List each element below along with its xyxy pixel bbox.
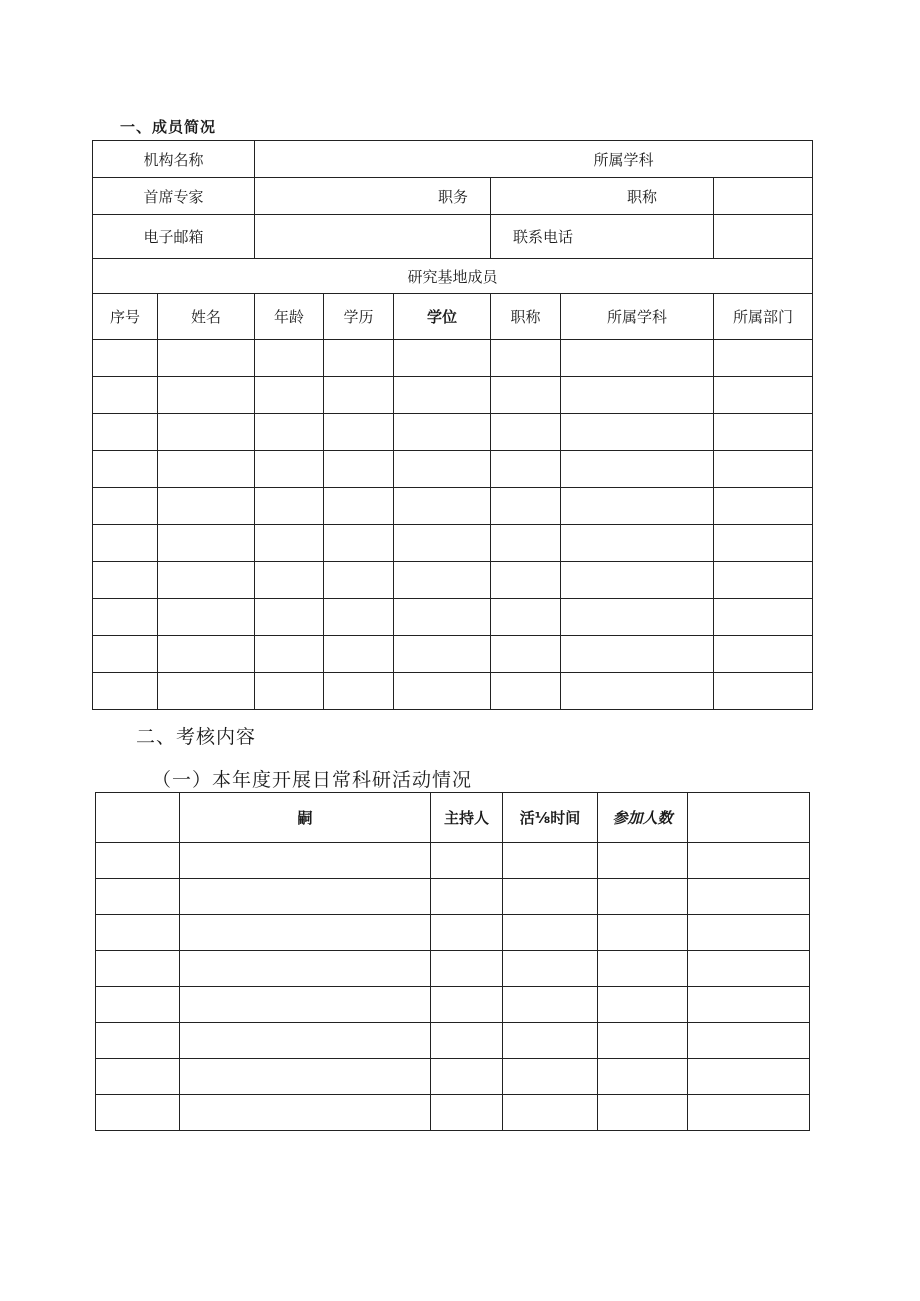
- table-cell[interactable]: [93, 599, 158, 636]
- col-education: 学历: [324, 294, 394, 340]
- table-cell[interactable]: [714, 673, 813, 710]
- table-row: [96, 1023, 810, 1059]
- table-cell[interactable]: [561, 488, 714, 525]
- table-cell[interactable]: [180, 951, 431, 987]
- table-cell[interactable]: [96, 951, 180, 987]
- table-cell[interactable]: [714, 488, 813, 525]
- col-blank-left: [96, 793, 180, 843]
- table-cell[interactable]: [158, 414, 255, 451]
- table-cell[interactable]: [714, 525, 813, 562]
- table-row: [96, 951, 810, 987]
- table-cell[interactable]: [598, 915, 688, 951]
- table-cell[interactable]: [503, 1059, 598, 1095]
- table-cell[interactable]: [561, 636, 714, 673]
- table-cell[interactable]: [503, 843, 598, 879]
- table-cell[interactable]: [561, 377, 714, 414]
- chief-expert-label: 首席专家: [93, 178, 255, 215]
- table-cell[interactable]: [598, 1059, 688, 1095]
- table-cell[interactable]: [491, 414, 561, 451]
- table-cell[interactable]: [394, 488, 491, 525]
- table-cell[interactable]: [158, 340, 255, 377]
- table-cell[interactable]: [688, 1059, 810, 1095]
- table-cell[interactable]: [491, 451, 561, 488]
- table-cell[interactable]: [394, 340, 491, 377]
- table-cell[interactable]: [324, 525, 394, 562]
- col-blank-right: [688, 793, 810, 843]
- table-cell[interactable]: [688, 951, 810, 987]
- table-cell[interactable]: [491, 599, 561, 636]
- table-row: [96, 1059, 810, 1095]
- table-cell[interactable]: [93, 525, 158, 562]
- table-cell[interactable]: [598, 879, 688, 915]
- table-cell[interactable]: [491, 562, 561, 599]
- member-rows: [93, 340, 813, 710]
- table-row: [93, 451, 813, 488]
- table-cell[interactable]: [503, 1023, 598, 1059]
- table-cell[interactable]: [491, 340, 561, 377]
- table-cell[interactable]: [93, 377, 158, 414]
- table-cell[interactable]: [255, 562, 324, 599]
- table-cell[interactable]: [431, 879, 503, 915]
- table-cell[interactable]: [394, 673, 491, 710]
- org-name-value-cell[interactable]: [255, 141, 813, 178]
- table-cell[interactable]: [394, 599, 491, 636]
- table-cell[interactable]: [431, 843, 503, 879]
- table-cell[interactable]: [491, 525, 561, 562]
- table-cell[interactable]: [394, 525, 491, 562]
- table-cell[interactable]: [688, 843, 810, 879]
- table-cell[interactable]: [158, 377, 255, 414]
- table-cell[interactable]: [158, 451, 255, 488]
- table-row: [93, 599, 813, 636]
- table-cell[interactable]: [688, 1095, 810, 1131]
- table-cell[interactable]: [561, 525, 714, 562]
- table-cell[interactable]: [255, 451, 324, 488]
- members-header: 研究基地成员: [93, 259, 813, 294]
- table-cell[interactable]: [180, 1095, 431, 1131]
- table-cell[interactable]: [158, 562, 255, 599]
- section2-subtitle: （一）本年度开展日常科研活动情况: [152, 769, 473, 791]
- table-cell[interactable]: [93, 414, 158, 451]
- section1-title: 一、成员简况: [120, 118, 217, 136]
- table-cell[interactable]: [394, 636, 491, 673]
- table-cell[interactable]: [431, 1095, 503, 1131]
- col-department: 所属部门: [714, 294, 813, 340]
- org-name-label: 机构名称: [93, 141, 255, 178]
- table-cell[interactable]: [714, 414, 813, 451]
- col-activity-time: 活⅛时间: [503, 793, 598, 843]
- table-cell[interactable]: [180, 843, 431, 879]
- table-cell[interactable]: [255, 488, 324, 525]
- section2-title: 二、考核内容: [136, 726, 257, 748]
- col-index: 序号: [93, 294, 158, 340]
- table-row: [96, 843, 810, 879]
- col-name: 姓名: [158, 294, 255, 340]
- table-row: [96, 1095, 810, 1131]
- table-cell[interactable]: [96, 915, 180, 951]
- table-cell[interactable]: [503, 987, 598, 1023]
- table-cell[interactable]: [255, 525, 324, 562]
- table-cell[interactable]: [561, 673, 714, 710]
- phone-value-cell[interactable]: [714, 215, 813, 259]
- col-host: 主持人: [431, 793, 503, 843]
- table-cell[interactable]: [561, 599, 714, 636]
- table-cell[interactable]: [324, 636, 394, 673]
- table-cell[interactable]: [96, 987, 180, 1023]
- table-cell[interactable]: [431, 1059, 503, 1095]
- col-degree: 学位: [394, 294, 491, 340]
- position-label: 职务: [438, 187, 469, 206]
- position-value-cell[interactable]: [491, 178, 714, 215]
- table-cell[interactable]: [491, 673, 561, 710]
- table-row: [93, 488, 813, 525]
- table-cell[interactable]: [324, 673, 394, 710]
- table-cell[interactable]: [324, 488, 394, 525]
- table-cell[interactable]: [324, 562, 394, 599]
- table-cell[interactable]: [96, 1059, 180, 1095]
- table-cell[interactable]: [491, 488, 561, 525]
- table-cell[interactable]: [158, 636, 255, 673]
- table-cell[interactable]: [394, 377, 491, 414]
- table-cell[interactable]: [714, 636, 813, 673]
- table-cell[interactable]: [93, 562, 158, 599]
- table-cell[interactable]: [93, 340, 158, 377]
- table-cell[interactable]: [491, 377, 561, 414]
- table-cell[interactable]: [598, 843, 688, 879]
- member-columns-row: [93, 294, 813, 340]
- table-cell[interactable]: [431, 951, 503, 987]
- table-row: [96, 987, 810, 1023]
- table-cell[interactable]: [561, 562, 714, 599]
- table-cell[interactable]: [324, 451, 394, 488]
- table-row: [93, 636, 813, 673]
- table-cell[interactable]: [561, 414, 714, 451]
- table-cell[interactable]: [598, 987, 688, 1023]
- table-cell[interactable]: [688, 1023, 810, 1059]
- table-cell[interactable]: [714, 340, 813, 377]
- table-cell[interactable]: [431, 915, 503, 951]
- table-cell[interactable]: [714, 451, 813, 488]
- col-age: 年龄: [255, 294, 324, 340]
- table-cell[interactable]: [255, 673, 324, 710]
- table-cell[interactable]: [255, 599, 324, 636]
- table-cell[interactable]: [598, 1023, 688, 1059]
- table-cell[interactable]: [688, 915, 810, 951]
- table-cell[interactable]: [561, 340, 714, 377]
- table-cell[interactable]: [324, 377, 394, 414]
- table-cell[interactable]: [503, 1095, 598, 1131]
- table-cell[interactable]: [503, 879, 598, 915]
- table-cell[interactable]: [598, 1095, 688, 1131]
- table-cell[interactable]: [180, 879, 431, 915]
- title-label: 职称: [627, 187, 658, 206]
- title-value-cell[interactable]: [714, 178, 813, 215]
- table-cell[interactable]: [180, 1059, 431, 1095]
- table-cell[interactable]: [180, 987, 431, 1023]
- table-cell[interactable]: [714, 377, 813, 414]
- table-cell[interactable]: [96, 843, 180, 879]
- activity-columns-row: [96, 793, 810, 843]
- table-row: [93, 340, 813, 377]
- chief-expert-cell[interactable]: [255, 178, 491, 215]
- table-cell[interactable]: [158, 599, 255, 636]
- phone-label: 联系电话: [491, 215, 714, 259]
- table-cell[interactable]: [255, 414, 324, 451]
- email-value-cell[interactable]: [255, 215, 491, 259]
- subject-label: 所属学科: [593, 150, 654, 169]
- table-cell[interactable]: [394, 562, 491, 599]
- table-cell[interactable]: [255, 636, 324, 673]
- table-row: [93, 562, 813, 599]
- table-cell[interactable]: [158, 673, 255, 710]
- table-cell[interactable]: [503, 951, 598, 987]
- table-row: [93, 525, 813, 562]
- table-cell[interactable]: [96, 879, 180, 915]
- table-cell[interactable]: [714, 599, 813, 636]
- table-cell[interactable]: [93, 636, 158, 673]
- table-cell[interactable]: [180, 915, 431, 951]
- research-activities-table: [95, 792, 810, 1131]
- table-row: [96, 915, 810, 951]
- table-cell[interactable]: [255, 340, 324, 377]
- activity-rows: [96, 843, 810, 1131]
- table-cell[interactable]: [431, 987, 503, 1023]
- table-cell[interactable]: [180, 1023, 431, 1059]
- table-cell[interactable]: [491, 636, 561, 673]
- col-participants: 参加人数: [598, 793, 688, 843]
- table-cell[interactable]: [324, 340, 394, 377]
- table-cell[interactable]: [431, 1023, 503, 1059]
- table-cell[interactable]: [324, 599, 394, 636]
- member-overview-table: [92, 140, 813, 710]
- table-cell[interactable]: [255, 377, 324, 414]
- table-cell[interactable]: [394, 414, 491, 451]
- table-cell[interactable]: [93, 488, 158, 525]
- table-cell[interactable]: [561, 451, 714, 488]
- table-cell[interactable]: [96, 1023, 180, 1059]
- col-title: 职称: [491, 294, 561, 340]
- table-cell[interactable]: [96, 1095, 180, 1131]
- col-subject: 所属学科: [561, 294, 714, 340]
- table-cell[interactable]: [93, 451, 158, 488]
- table-cell[interactable]: [714, 562, 813, 599]
- table-cell[interactable]: [688, 879, 810, 915]
- table-cell[interactable]: [688, 987, 810, 1023]
- table-cell[interactable]: [158, 488, 255, 525]
- table-cell[interactable]: [324, 414, 394, 451]
- email-label: 电子邮箱: [93, 215, 255, 259]
- table-cell[interactable]: [394, 451, 491, 488]
- table-row: [93, 414, 813, 451]
- table-row: [96, 879, 810, 915]
- table-cell[interactable]: [598, 951, 688, 987]
- table-cell[interactable]: [93, 673, 158, 710]
- col-activity-name: 嗣: [180, 793, 431, 843]
- table-cell[interactable]: [503, 915, 598, 951]
- table-row: [93, 377, 813, 414]
- table-row: [93, 673, 813, 710]
- table-cell[interactable]: [158, 525, 255, 562]
